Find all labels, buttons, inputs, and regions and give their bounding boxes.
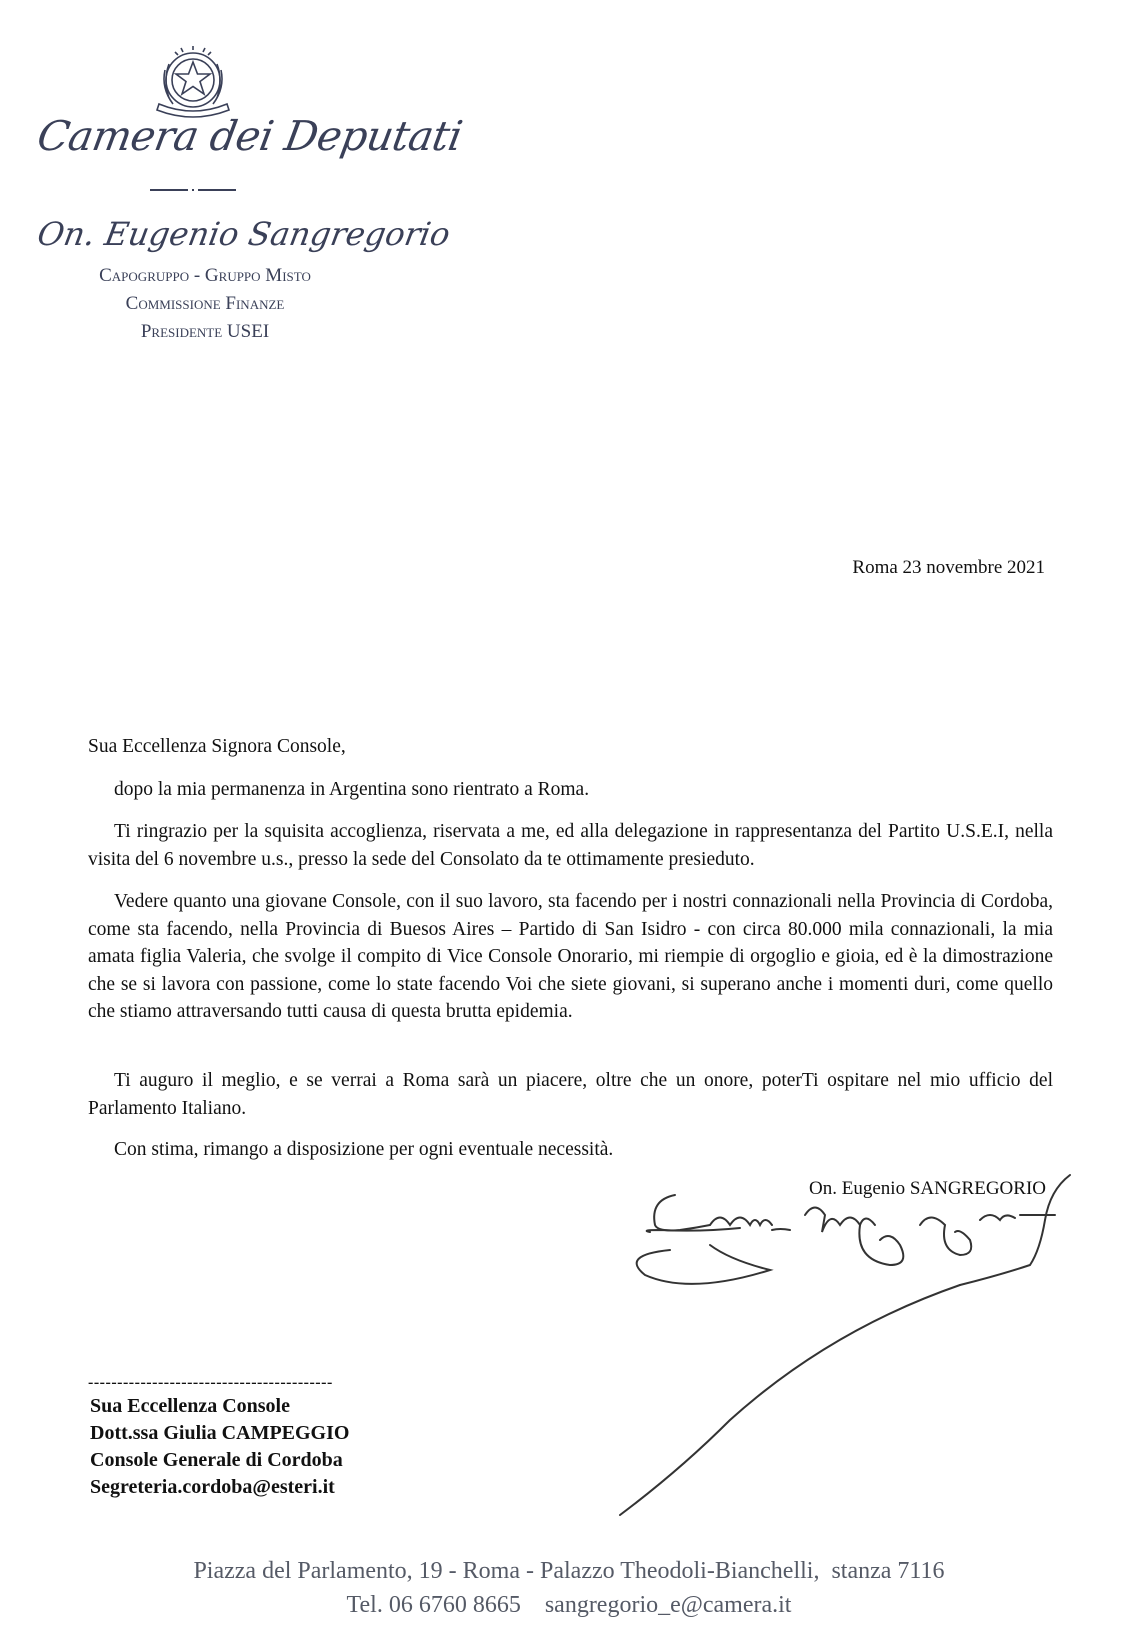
- signatory-name: On. Eugenio SANGREGORIO: [809, 1178, 1046, 1199]
- recipient-line: Console Generale di Cordoba: [90, 1449, 343, 1471]
- letterhead-role: Commissione Finanze: [125, 293, 285, 314]
- letter-date: Roma 23 novembre 2021: [852, 557, 1045, 578]
- footer-address: Piazza del Parlamento, 19 - Roma - Palazzo Theodoli-Bianchelli, stanza 7116: [193, 1558, 945, 1584]
- recipient-block: [90, 1393, 349, 1501]
- paragraph: [88, 888, 1053, 1026]
- salutation: Sua Eccellenza Signora Console,: [88, 736, 346, 757]
- letterhead-name: On. Eugenio Sangregorio: [34, 215, 454, 253]
- paragraph-text: Ti auguro il meglio, e se verrai a Roma sarà un piacere, oltre che un onore, poterTi ospitare nel mio ufficio del Parlamento Italiano.: [88, 1070, 1053, 1119]
- paragraph-text: Ti ringrazio per la squisita accoglienza, riservata a me, ed alla delegazione in rappresentanza del Partito U.S.E.I, nella visita del 6 novembre u.s., presso la sede del Consolato da te ottimamente presieduto.: [88, 821, 1053, 870]
- paragraph-text: dopo la mia permanenza in Argentina sono rientrato a Roma.: [114, 779, 590, 800]
- paragraph: [88, 1136, 1053, 1164]
- recipient-line: Sua Eccellenza Console: [90, 1395, 290, 1417]
- footer-contact: Tel. 06 6760 8665 sangregorio_e@camera.it: [346, 1592, 792, 1618]
- paragraph: [88, 1067, 1053, 1122]
- paragraph: [88, 818, 1053, 873]
- recipient-line: Dott.ssa Giulia CAMPEGGIO: [90, 1422, 350, 1444]
- letterhead-role: Capogruppo - Gruppo Misto: [99, 265, 311, 286]
- paragraph-text: Con stima, rimango a disposizione per ogni eventuale necessità.: [114, 1139, 614, 1160]
- paragraph: [88, 776, 1053, 804]
- letterhead-divider: [150, 189, 236, 191]
- paragraph-text: Vedere quanto una giovane Console, con il suo lavoro, sta facendo per i nostri connazionali nella Provincia di Cordoba, come sta facendo, nella Provincia di Buesos Aires – Partido di San Isidro - con circa 80.000 mila connazionali, la mia amata figlia Valeria, che svolge il compito di Vice Console Onorario, mi riempie di orgoglio e gioia, ed è la dimostrazione che se si lavora con passione, come lo state facendo Voi che siete giovani, si superano anche i momenti duri, come quello che stiamo attraversando tutti causa di questa brutta epidemia.: [88, 891, 1053, 1022]
- recipient-separator: ------------------------------------------: [88, 1374, 333, 1391]
- institution-title: Camera dei Deputati: [33, 112, 466, 160]
- letterhead-role: Presidente USEI: [140, 321, 270, 342]
- recipient-email: Segreteria.cordoba@esteri.it: [90, 1476, 335, 1498]
- handwritten-signature-icon: [600, 1170, 1100, 1520]
